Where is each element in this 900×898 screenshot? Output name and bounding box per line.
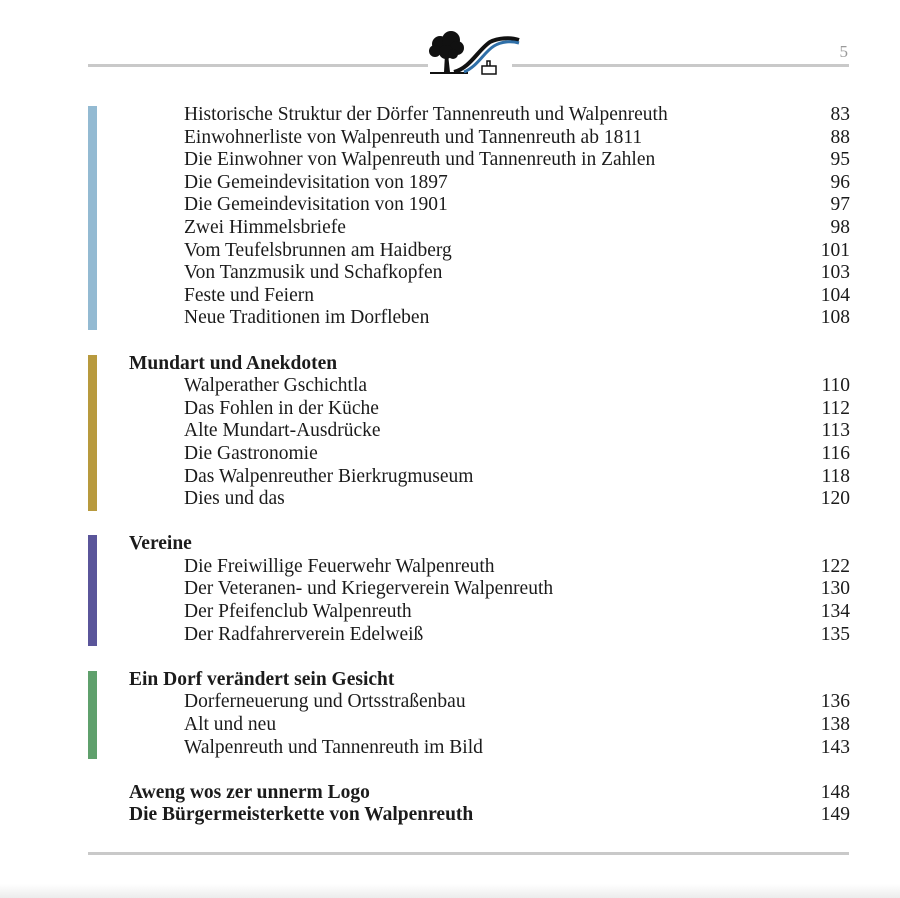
entry-page: 116 (821, 442, 850, 464)
entry-page: 108 (820, 307, 850, 329)
entry-title: Neue Traditionen im Dorfleben (184, 307, 430, 329)
toc-entry[interactable] (88, 217, 850, 240)
entry-page: 134 (820, 601, 850, 623)
toc-entry[interactable] (88, 691, 850, 714)
toc-entry[interactable] (88, 714, 850, 737)
entry-page: 122 (820, 555, 850, 577)
toc-entry[interactable] (88, 420, 850, 443)
entry-page: 130 (820, 578, 850, 600)
toc-section-1 (88, 104, 850, 330)
entry-title: Zwei Himmelsbriefe (184, 216, 346, 238)
entry-title: Von Tanzmusik und Schafkopfen (184, 262, 443, 284)
toc-entry[interactable] (88, 624, 850, 647)
toc-entry[interactable] (88, 556, 850, 579)
toc-entry[interactable] (88, 307, 850, 330)
page-number: 5 (839, 42, 848, 61)
toc-entry[interactable] (88, 375, 850, 398)
entry-title: Vom Teufelsbrunnen am Haidberg (184, 239, 452, 261)
entry-page: 136 (820, 691, 850, 713)
entry-title: Die Gastronomie (184, 442, 318, 464)
entry-title: Das Walpenreuther Bierkrugmuseum (184, 465, 474, 487)
toc-entry[interactable] (88, 443, 850, 466)
entry-title: Die Gemeindevisitation von 1897 (184, 171, 448, 193)
entry-page: 138 (820, 714, 850, 736)
section-heading[interactable] (88, 353, 850, 376)
entry-page: 148 (820, 781, 850, 803)
entry-page: 118 (821, 465, 850, 487)
tree-and-river-logo-icon (424, 28, 520, 80)
toc-entry[interactable] (88, 488, 850, 511)
entry-title: Alte Mundart-Ausdrücke (184, 420, 381, 442)
entry-page: 143 (820, 736, 850, 758)
toc-section-4 (88, 669, 850, 759)
toc-entry[interactable] (88, 172, 850, 195)
header-rule-right (512, 64, 849, 67)
entry-title: Der Radfahrerverein Edelweiß (184, 623, 424, 645)
heading-title: Mundart und Anekdoten (129, 352, 338, 374)
toc-entry[interactable] (88, 194, 850, 217)
footer-rule (88, 852, 849, 855)
entry-title: Historische Struktur der Dörfer Tannenreuth und Walpenreuth (184, 104, 668, 125)
table-of-contents (88, 104, 850, 827)
heading-title: Ein Dorf verändert sein Gesicht (129, 668, 395, 690)
heading-title: Vereine (129, 533, 192, 555)
entry-page: 113 (821, 420, 850, 442)
entry-page: 97 (830, 194, 850, 216)
entry-title: Dies und das (184, 488, 285, 510)
entry-title: Einwohnerliste von Walpenreuth und Tannenreuth ab 1811 (184, 126, 643, 148)
entry-page: 104 (820, 284, 850, 306)
entry-title: Die Gemeindevisitation von 1901 (184, 194, 448, 216)
toc-entry[interactable] (88, 285, 850, 308)
entry-page: 101 (820, 239, 850, 261)
entry-page: 83 (830, 104, 850, 125)
entry-title: Die Einwohner von Walpenreuth und Tannenreuth in Zahlen (184, 149, 656, 171)
entry-title: Die Bürgermeisterkette von Walpenreuth (129, 804, 474, 826)
entry-page: 88 (830, 126, 850, 148)
entry-title: Walpenreuth und Tannenreuth im Bild (184, 736, 483, 758)
toc-entry[interactable] (88, 262, 850, 285)
entry-page: 135 (820, 623, 850, 645)
toc-section-2 (88, 353, 850, 511)
entry-title: Aweng wos zer unnerm Logo (129, 781, 370, 803)
toc-entry[interactable] (88, 466, 850, 489)
entry-title: Das Fohlen in der Küche (184, 397, 379, 419)
toc-entry[interactable] (88, 398, 850, 421)
header-rule-left (88, 64, 428, 67)
toc-entry[interactable] (88, 601, 850, 624)
section-heading[interactable] (88, 533, 850, 556)
entry-title: Alt und neu (184, 714, 277, 736)
toc-entry[interactable] (88, 578, 850, 601)
entry-page: 96 (830, 171, 850, 193)
entry-title: Dorferneuerung und Ortsstraßenbau (184, 691, 466, 713)
entry-page: 98 (830, 216, 850, 238)
toc-entry[interactable] (88, 127, 850, 150)
toc-entry[interactable] (88, 737, 850, 760)
toc-entry[interactable] (88, 782, 850, 805)
page-bottom-shadow (0, 884, 900, 898)
section-heading[interactable] (88, 669, 850, 692)
toc-entry[interactable] (88, 240, 850, 263)
toc-final-entries (88, 782, 850, 827)
toc-entry[interactable] (88, 149, 850, 172)
entry-page: 120 (820, 488, 850, 510)
entry-page: 110 (821, 375, 850, 397)
entry-page: 149 (820, 804, 850, 826)
entry-page: 103 (820, 262, 850, 284)
entry-title: Walperather Gschichtla (184, 375, 368, 397)
entry-page: 112 (821, 397, 850, 419)
entry-title: Die Freiwillige Feuerwehr Walpenreuth (184, 555, 495, 577)
toc-section-3 (88, 533, 850, 646)
entry-title: Der Veteranen- und Kriegerverein Walpenreuth (184, 578, 554, 600)
entry-title: Der Pfeifenclub Walpenreuth (184, 601, 412, 623)
entry-title: Feste und Feiern (184, 284, 314, 306)
toc-entry[interactable] (88, 804, 850, 827)
toc-entry[interactable] (88, 104, 850, 127)
entry-page: 95 (830, 149, 850, 171)
